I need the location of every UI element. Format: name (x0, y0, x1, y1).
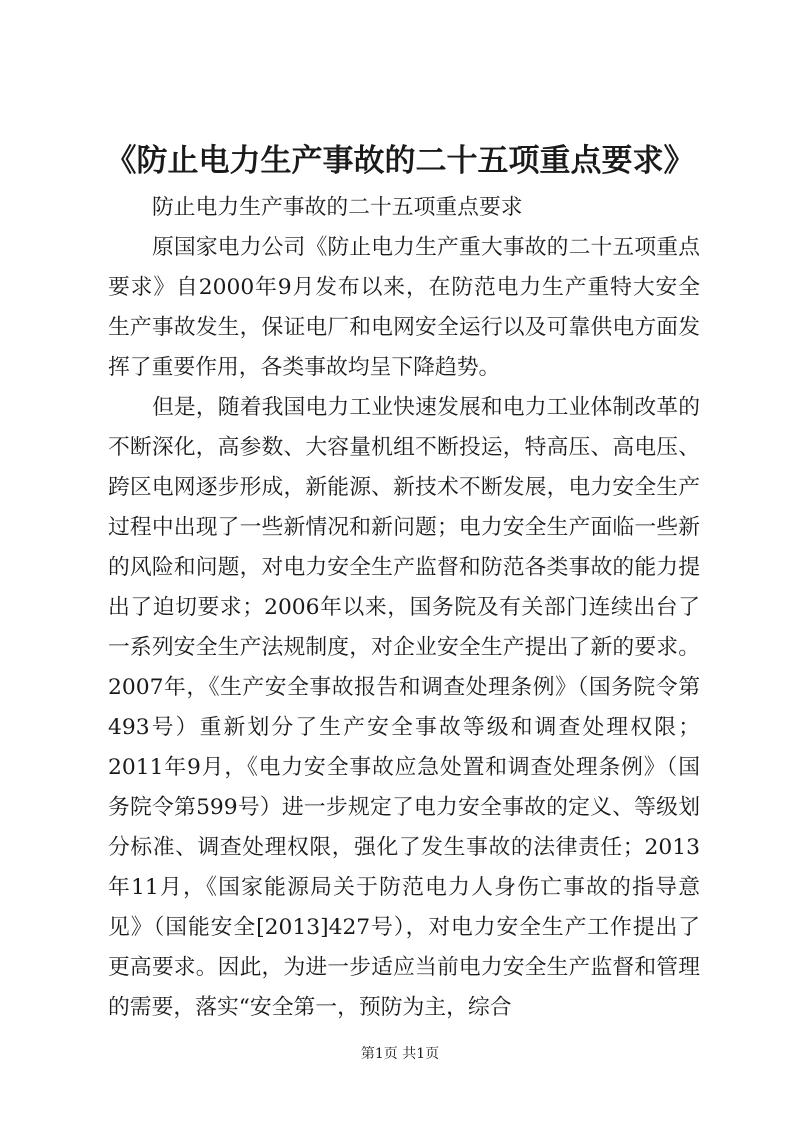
document-subtitle: 防止电力生产事故的二十五项重点要求 (152, 195, 523, 220)
page-number: 第1页 共1页 (360, 1046, 440, 1062)
document-title: 《防止电力生产事故的二十五项重点要求》 (105, 143, 695, 179)
paragraph: 但是，随着我国电力工业快速发展和电力工业体制改革的不断深化，高参数、大容量机组不断投运，特高压、高电压、跨区电网逐步形成，新能源、新技术不断发展，电力安全生产过程中出现了一些新情况和新问题；电力安全生产面临一些新的风险和问题，对电力安全生产监督和防范各类事故的能力提出了迫切要求；2006年以来，国务院及有关部门连续出台了一系列安全生产法规制度，对企业安全生产提出了新的要求。2007年，《生产安全事故报告和调查处理条例》（国务院令第493号）重新划分了生产安全事故等级和调查处理权限；2011年9月，《电力安全事故应急处置和调查处理条例》（国务院令第599号）进一步规定了电力安全事故的定义、等级划分标准、调查处理权限，强化了发生事故的法律责任；2013年11月，《国家能源局关于防范电力人身伤亡事故的指导意见》（国能安全[2013]427号），对电力安全生产工作提出了更高要求。因此，为进一步适应当前电力安全生产监督和管理的需要，落实“安全第一，预防为主，综合 (108, 395, 700, 1020)
paragraph: 原国家电力公司《防止电力生产重大事故的二十五项重点要求》自2000年9月发布以来，在防范电力生产重特大安全生产事故发生，保证电厂和电网安全运行以及可靠供电方面发挥了重要作用，各类事故均呈下降趋势。 (108, 235, 700, 380)
document-body (108, 182, 700, 1028)
